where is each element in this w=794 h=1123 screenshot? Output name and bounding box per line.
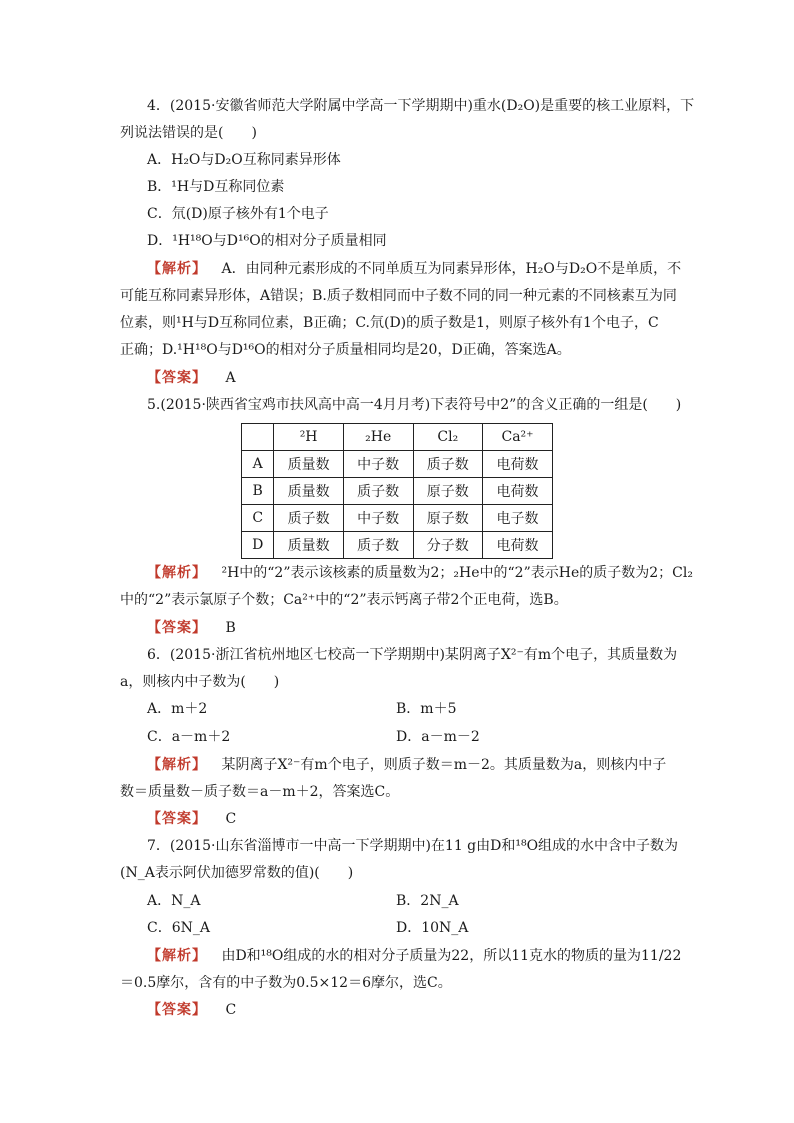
q7-analysis-line-2: ＝0.5摩尔，含有的中子数为0.5×12＝6摩尔，选C。: [120, 975, 452, 991]
q6-option-a: A．m＋2: [147, 701, 208, 717]
q7-answer: C: [225, 1002, 237, 1018]
table-header-cell: Cl₂: [413, 424, 483, 451]
table-cell: 中子数: [343, 505, 413, 532]
table-cell: 质量数: [274, 532, 343, 559]
q5-analysis-line-2: 中的“2”表示氯原子个数；Ca²⁺中的“2”表示钙离子带2个正电荷，选B。: [120, 592, 568, 608]
q5-analysis-text: ²H中的“2”表示该核素的质量数为2；₂He中的“2”表示He的质子数为2；Cl₂: [221, 565, 693, 581]
q4-analysis-text: A．由同种元素形成的不同单质互为同素异形体，H₂O与D₂O不是单质，不: [221, 261, 682, 277]
table-header-cell: ₂He: [343, 424, 413, 451]
answer-tag: 【答案】: [147, 811, 207, 827]
q7-answer-line: [147, 1000, 236, 1020]
q6-option-c: C．a－m＋2: [147, 729, 231, 745]
table-cell: [242, 424, 274, 451]
q7-option-b: B．2N_A: [396, 893, 459, 909]
q6-analysis-text: 某阴离子X²⁻有m个电子，则质子数＝m－2。其质量数为a，则核内中子: [221, 757, 667, 773]
answer-tag: 【答案】: [147, 370, 207, 386]
table-row: [242, 532, 553, 559]
q4-option-a: A．H₂O与D₂O互称同素异形体: [147, 152, 341, 168]
q6-answer: C: [225, 811, 237, 827]
q7-option-c: C．6N_A: [147, 920, 210, 936]
q5-answer-line: [147, 618, 236, 638]
table-cell: 质子数: [413, 451, 483, 478]
q6-analysis-line-1: [147, 755, 666, 775]
q6-option-b: B．m＋5: [396, 701, 457, 717]
q7-analysis-text: 由D和¹⁸O组成的水的相对分子质量为22，所以11克水的物质的量为11/22: [221, 948, 682, 964]
q7-stem-line-2: (N_A表示阿伏加德罗常数的值)( ): [120, 865, 354, 881]
table-header-cell: ²H: [274, 424, 343, 451]
q7-stem-line-1: 7．(2015·山东省淄博市一中高一下学期期中)在11 g由D和¹⁸O组成的水中含中子数为: [147, 838, 679, 854]
q5-answer: B: [225, 620, 236, 636]
q7-option-d: D．10N_A: [396, 920, 469, 936]
table-cell: 原子数: [413, 478, 483, 505]
table-header-row: [242, 424, 553, 451]
analysis-tag: 【解析】: [147, 565, 207, 581]
q5-analysis-line-1: [147, 563, 693, 583]
answer-tag: 【答案】: [147, 620, 207, 636]
q4-option-b: B．¹H与D互称同位素: [147, 179, 285, 195]
table-header-cell: Ca²⁺: [483, 424, 553, 451]
table-cell: B: [242, 478, 274, 505]
symbol-meaning-table: [241, 423, 553, 559]
table-cell: D: [242, 532, 274, 559]
q6-analysis-line-2: 数＝质量数－质子数＝a－m＋2，答案选C。: [120, 784, 400, 800]
answer-tag: 【答案】: [147, 1002, 207, 1018]
table-row: [242, 478, 553, 505]
q4-option-d: D．¹H¹⁸O与D¹⁶O的相对分子质量相同: [147, 233, 387, 249]
q4-answer: A: [225, 370, 236, 386]
table-cell: 质子数: [343, 478, 413, 505]
table-cell: 电荷数: [483, 532, 553, 559]
analysis-tag: 【解析】: [147, 948, 207, 964]
table-cell: 质子数: [274, 505, 343, 532]
q4-option-c: C．氘(D)原子核外有1个电子: [147, 206, 329, 222]
table-cell: 质量数: [274, 451, 343, 478]
analysis-tag: 【解析】: [147, 757, 207, 773]
table-cell: 中子数: [343, 451, 413, 478]
table-cell: C: [242, 505, 274, 532]
table-cell: 质量数: [274, 478, 343, 505]
q6-option-d: D．a－m－2: [396, 729, 480, 745]
table-cell: 电荷数: [483, 451, 553, 478]
q6-answer-line: [147, 809, 236, 829]
q4-analysis-line-2: 可能互称同素异形体，A错误；B.质子数相同而中子数不同的同一种元素的不同核素互为同: [120, 288, 677, 304]
q5-stem: 5.(2015·陕西省宝鸡市扶风高中高一4月月考)下表符号中2”的含义正确的一组是( ): [147, 397, 682, 413]
q7-analysis-line-1: [147, 946, 681, 966]
q6-stem-line-1: 6．(2015·浙江省杭州地区七校高一下学期期中)某阴离子X²⁻有m个电子，其质量数为: [147, 647, 678, 663]
q7-option-a: A．N_A: [147, 893, 201, 909]
q4-answer-line: [147, 368, 236, 388]
analysis-tag: 【解析】: [147, 261, 207, 277]
table-row: [242, 505, 553, 532]
q4-stem-line-2: 列说法错误的是( ): [120, 125, 257, 141]
q4-stem-line-1: 4．(2015·安徽省师范大学附属中学高一下学期期中)重水(D₂O)是重要的核工业原料，下: [147, 98, 695, 114]
q4-analysis-line-1: [147, 259, 681, 279]
table-cell: 分子数: [413, 532, 483, 559]
table-cell: 电子数: [483, 505, 553, 532]
q4-analysis-line-3: 位素，则¹H与D互称同位素，B正确；C.氘(D)的质子数是1，则原子核外有1个电子，C: [120, 315, 659, 331]
table-cell: 电荷数: [483, 478, 553, 505]
table-cell: 质子数: [343, 532, 413, 559]
table-cell: 原子数: [413, 505, 483, 532]
table-row: [242, 451, 553, 478]
table-cell: A: [242, 451, 274, 478]
q6-stem-line-2: a，则核内中子数为( ): [120, 674, 280, 690]
q4-analysis-line-4: 正确；D.¹H¹⁸O与D¹⁶O的相对分子质量相同均是20，D正确，答案选A。: [120, 342, 571, 358]
